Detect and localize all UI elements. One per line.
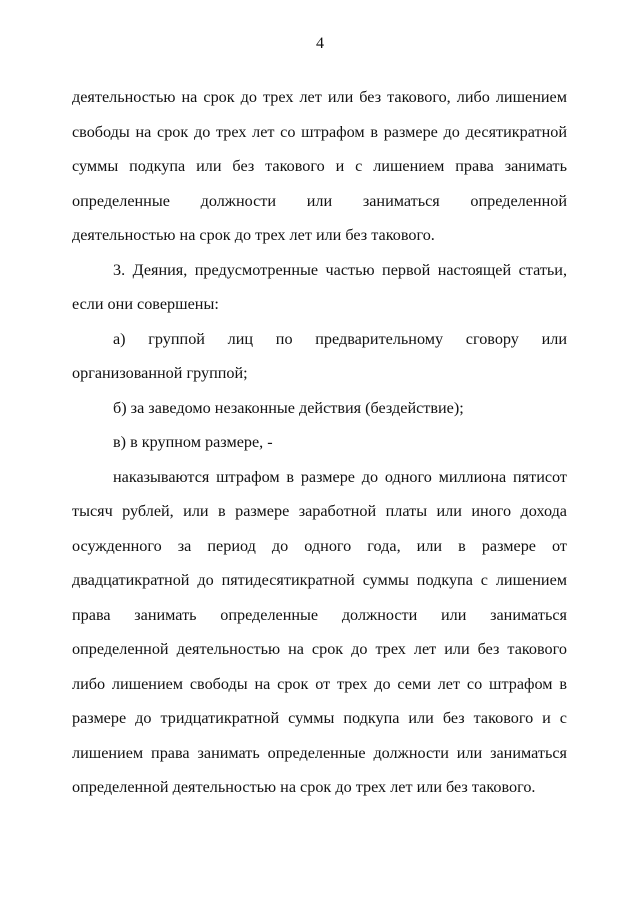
paragraph-subitem-a: а) группой лиц по предварительному сговору или организованной группой; — [72, 329, 567, 382]
paragraph-penalty: наказываются штрафом в размере до одного миллиона пятисот тысяч рублей, или в размере заработной платы или иного дохода осужденного за период до одного года, или в размере от двадцатикратной до пятидесятикратной суммы подкупа с лишением права занимать определенные должности или заниматься определенной деятельностью на срок до трех лет или без такового либо лишением свободы на срок от трех до семи лет со штрафом в размере до тридцатикратной суммы подкупа или без такового и с лишением права занимать определенные должности или заниматься определенной деятельностью на срок до трех лет или без такового. — [72, 467, 567, 796]
paragraph-subitem-v: в) в крупном размере, - — [113, 433, 273, 451]
paragraph-item-3: 3. Деяния, предусмотренные частью первой настоящей статьи, если они совершены: — [72, 260, 567, 313]
paragraph-subitem-b: б) за заведомо незаконные действия (бездействие); — [113, 398, 464, 417]
paragraph-continuation: деятельностью на срок до трех лет или без такового, либо лишением свободы на срок до трех лет со штрафом в размере до десятикратной суммы подкупа или без такового и с лишением права занимать определенные должности или заниматься определенной деятельностью на срок до трех лет или без такового. — [72, 88, 567, 244]
document-body — [72, 80, 567, 805]
page-number: 4 — [316, 35, 324, 52]
